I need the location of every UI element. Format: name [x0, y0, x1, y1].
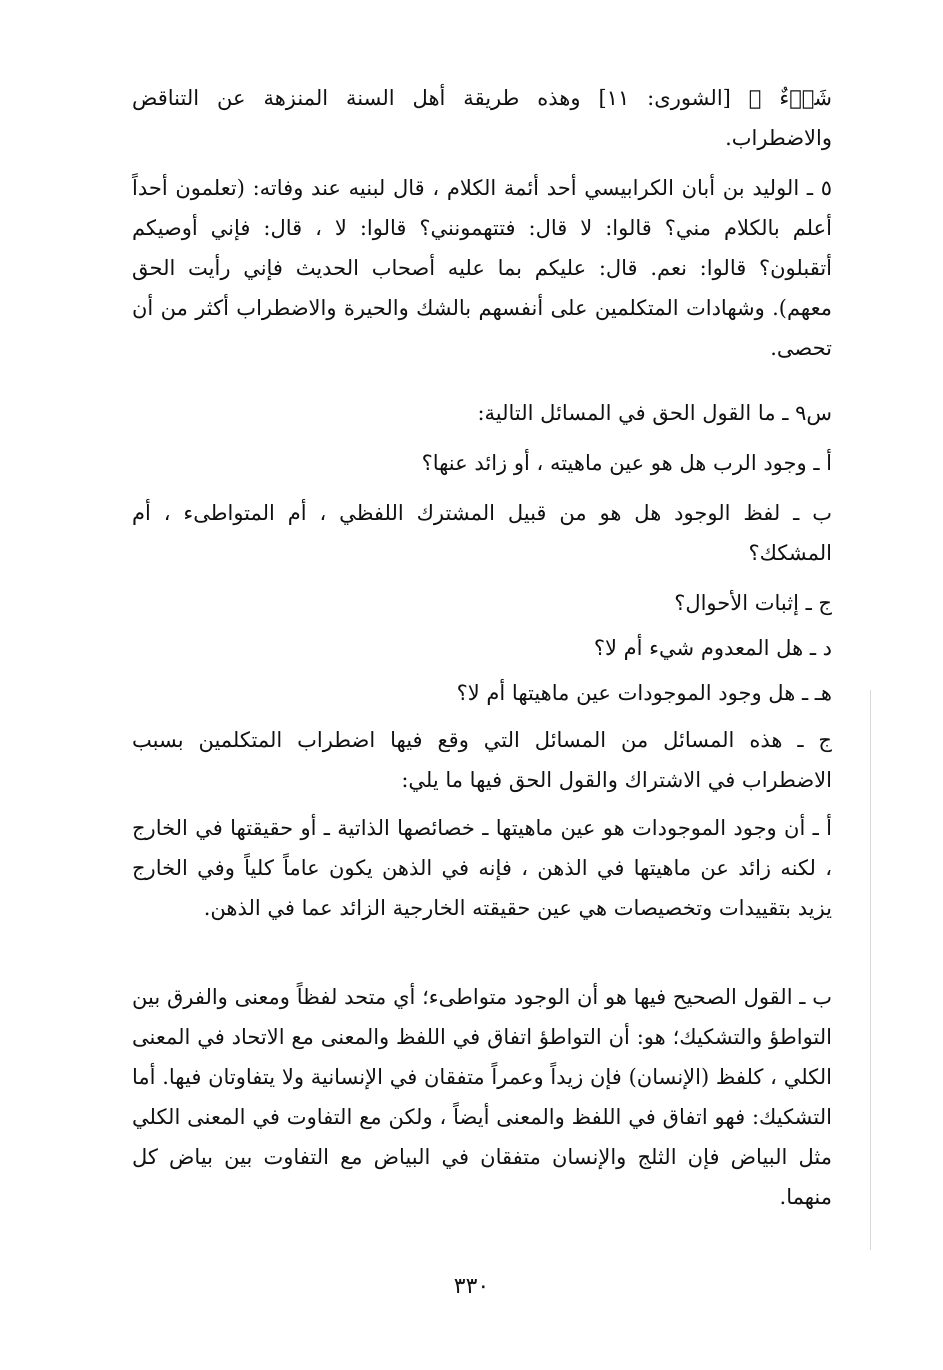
question-item-a: أ ـ وجود الرب هل هو عين ماهيته ، أو زائد عنها؟: [421, 451, 832, 475]
question-item-d: د ـ هل المعدوم شيء أم لا؟: [593, 636, 832, 660]
margin-rule: [870, 690, 871, 1250]
question-9-heading: س٩ ـ ما القول الحق في المسائل التالية:: [477, 401, 832, 425]
question-item-j: ج ـ إثبات الأحوال؟: [674, 591, 832, 615]
question-item-b: ب ـ لفظ الوجود هل هو من قبيل المشترك اللفظي ، أم المتواطىء ، أم المشكك؟: [132, 501, 832, 565]
paragraph-1-continuation: شَىۡءٌ ﴾ [الشورى: ١١] وهذه طريقة أهل السنة المنزهة عن التناقض والاضطراب.: [132, 86, 833, 150]
answer-intro: ج ـ هذه المسائل من المسائل التي وقع فيها اضطراب المتكلمين بسبب الاضطراب في الاشتراك والقول الحق فيها ما يلي:: [132, 728, 832, 792]
page-number: ٣٣٠: [453, 1274, 490, 1299]
paragraph-5-karabisi: ٥ ـ الوليد بن أبان الكرابيسي أحد أئمة الكلام ، قال لبنيه عند وفاته: (تعلمون أحداً أعلم بالكلام مني؟ قالوا: لا قال: فتتهمونني؟ قالوا: لا ، قال: فإني أوصيكم أتقبلون؟ قالوا: نعم. قال: عليكم بما عليه أصحاب الحديث فإني رأيت الحق معهم). وشهادات المتكلمين على أنفسهم بالشك والحيرة والاضطراب أكثر من أن تحصى.: [132, 176, 832, 360]
answer-item-b: ب ـ القول الصحيح فيها هو أن الوجود متواطىء؛ أي متحد لفظاً ومعنى والفرق بين التواطؤ والتشكيك؛ هو: أن التواطؤ اتفاق في اللفظ والمعنى مع الاتحاد في المعنى الكلي ، كلفظ (الإنسان) فإن زيداً وعمراً متفقان في الإنسانية ولا يتفاوتان فيها. أما التشكيك: فهو اتفاق في اللفظ والمعنى أيضاً ، ولكن مع التفاوت في المعنى الكلي مثل البياض فإن الثلج والإنسان متفقان في البياض مع التفاوت بين بياض كل منهما.: [132, 985, 832, 1209]
answer-item-a: أ ـ أن وجود الموجودات هو عين ماهيتها ـ خصائصها الذاتية ـ أو حقيقتها في الخارج ، لكنه زائد عن ماهيتها في الذهن ، فإنه في الذهن يكون عاماً كلياً وفي الخارج يزيد بتقييدات وتخصيصات هي عين حقيقته الخارجية الزائد عما في الذهن.: [132, 816, 832, 920]
question-item-h: هـ ـ هل وجود الموجودات عين ماهيتها أم لا؟: [456, 681, 832, 705]
